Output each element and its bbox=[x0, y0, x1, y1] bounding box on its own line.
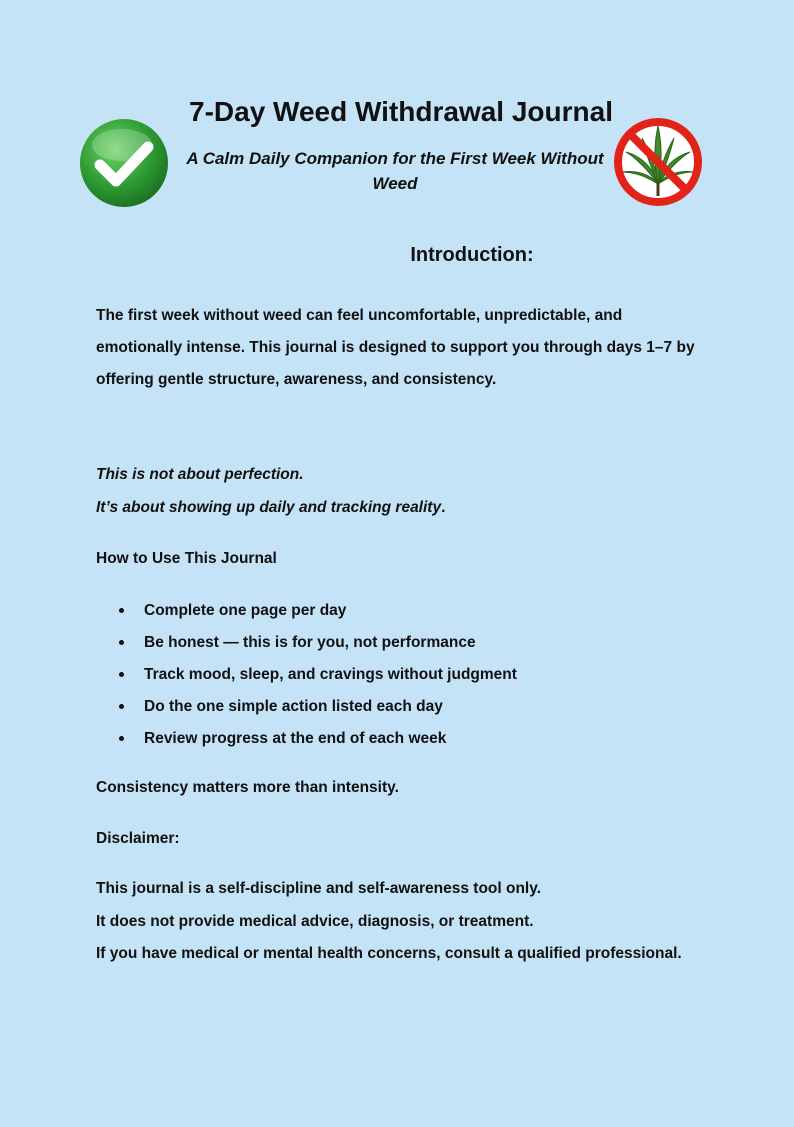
disclaimer-line: If you have medical or mental health concerns, consult a qualified professional. bbox=[96, 945, 682, 962]
disclaimer-line: It does not provide medical advice, diagnosis, or treatment. bbox=[96, 913, 534, 930]
disclaimer-line: This journal is a self-discipline and self-awareness tool only. bbox=[96, 880, 542, 897]
intro-line: The first week without weed can feel uncomfortable, unpredictable, and bbox=[96, 307, 623, 324]
motto-period: . bbox=[441, 499, 446, 516]
page-subtitle: A Calm Daily Companion for the First Week Without Weed bbox=[186, 149, 604, 193]
motto-line-1: This is not about perfection. bbox=[96, 466, 304, 483]
page-title: 7-Day Weed Withdrawal Journal bbox=[189, 96, 613, 127]
list-item: Track mood, sleep, and cravings without judgment bbox=[96, 662, 517, 694]
motto-line-2-text: It’s about showing up daily and tracking reality bbox=[96, 499, 442, 516]
how-to-use-list bbox=[96, 598, 517, 758]
no-cannabis-icon bbox=[610, 114, 706, 210]
list-item: Be honest — this is for you, not performance bbox=[96, 630, 517, 662]
list-item: Do the one simple action listed each day bbox=[96, 694, 517, 726]
introduction-heading: Introduction: bbox=[410, 244, 534, 266]
how-to-use-heading: How to Use This Journal bbox=[96, 550, 277, 567]
intro-line: emotionally intense. This journal is designed to support you through days 1–7 by bbox=[96, 339, 695, 356]
motto-line-2 bbox=[96, 499, 716, 517]
disclaimer-heading: Disclaimer: bbox=[96, 830, 180, 847]
consistency-statement: Consistency matters more than intensity. bbox=[96, 779, 399, 796]
intro-paragraph bbox=[96, 300, 716, 396]
checkmark-icon bbox=[78, 117, 170, 209]
list-item: Review progress at the end of each week bbox=[96, 726, 517, 758]
intro-line: offering gentle structure, awareness, and consistency. bbox=[96, 371, 497, 388]
list-item: Complete one page per day bbox=[96, 598, 517, 630]
